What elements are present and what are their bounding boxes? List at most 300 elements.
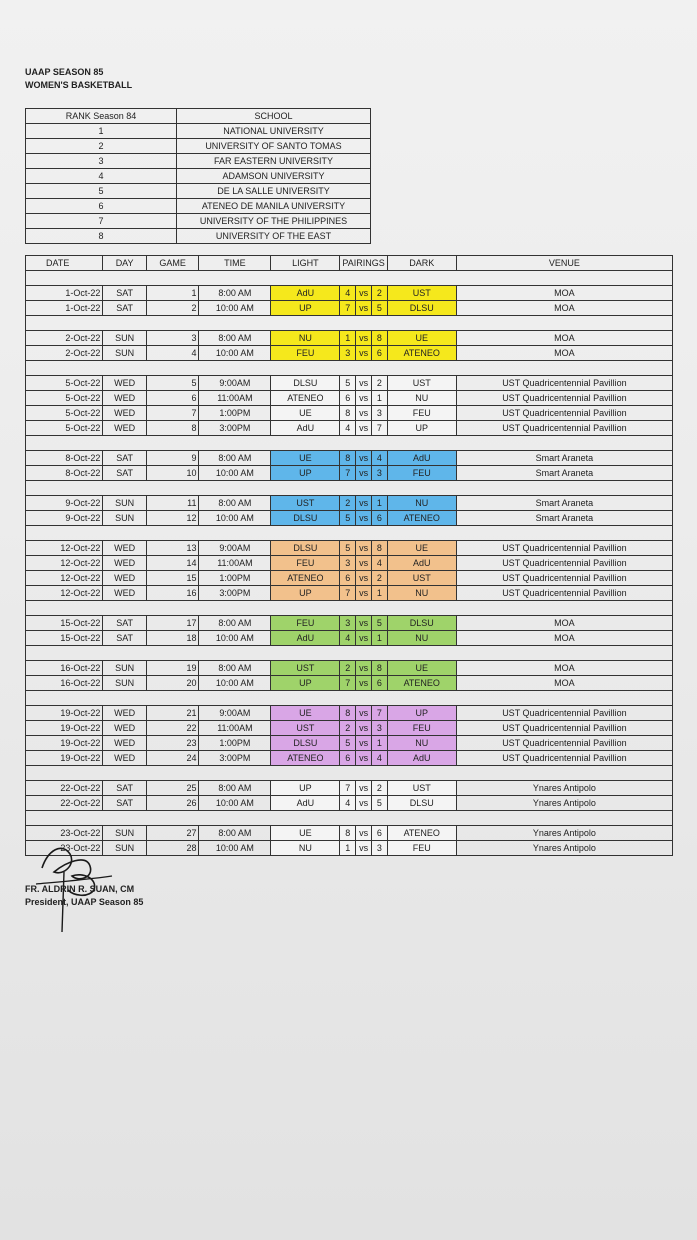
game-venue: MOA — [456, 331, 672, 346]
game-date: 22-Oct-22 — [26, 796, 103, 811]
game-day: WED — [103, 406, 146, 421]
game-row — [26, 556, 673, 571]
game-row — [26, 346, 673, 361]
game-number: 1 — [146, 286, 199, 301]
light-team: NU — [271, 331, 340, 346]
game-number: 12 — [146, 511, 199, 526]
game-number: 15 — [146, 571, 199, 586]
light-header: LIGHT — [271, 256, 340, 271]
light-seed: 4 — [340, 421, 356, 436]
game-time: 1:00PM — [199, 571, 271, 586]
gap-cell — [26, 316, 673, 331]
light-team: UST — [271, 661, 340, 676]
dark-team: UST — [387, 781, 456, 796]
game-time: 8:00 AM — [199, 661, 271, 676]
vs-label: vs — [356, 616, 372, 631]
dark-team: AdU — [387, 556, 456, 571]
schedule-table — [25, 255, 673, 856]
rank-number: 4 — [26, 169, 177, 184]
gap-cell — [26, 481, 673, 496]
light-seed: 6 — [340, 571, 356, 586]
game-row — [26, 751, 673, 766]
game-number: 18 — [146, 631, 199, 646]
dark-seed: 2 — [371, 571, 387, 586]
game-venue: UST Quadricentennial Pavillion — [456, 391, 672, 406]
light-seed: 5 — [340, 541, 356, 556]
dark-seed: 3 — [371, 841, 387, 856]
game-number: 21 — [146, 706, 199, 721]
vs-label: vs — [356, 841, 372, 856]
light-seed: 1 — [340, 331, 356, 346]
game-date: 9-Oct-22 — [26, 496, 103, 511]
game-number: 11 — [146, 496, 199, 511]
dark-seed: 6 — [371, 346, 387, 361]
light-seed: 8 — [340, 406, 356, 421]
game-row — [26, 496, 673, 511]
game-day: SUN — [103, 331, 146, 346]
light-team: FEU — [271, 556, 340, 571]
game-venue: UST Quadricentennial Pavillion — [456, 706, 672, 721]
game-date: 5-Oct-22 — [26, 406, 103, 421]
light-team: UST — [271, 721, 340, 736]
light-team: ATENEO — [271, 571, 340, 586]
game-venue: UST Quadricentennial Pavillion — [456, 556, 672, 571]
vs-label: vs — [356, 661, 372, 676]
light-team: AdU — [271, 796, 340, 811]
game-venue: MOA — [456, 286, 672, 301]
game-row — [26, 466, 673, 481]
game-row — [26, 451, 673, 466]
game-venue: MOA — [456, 346, 672, 361]
game-time: 10:00 AM — [199, 511, 271, 526]
light-team: UP — [271, 466, 340, 481]
vs-label: vs — [356, 706, 372, 721]
school-header: SCHOOL — [177, 109, 371, 124]
rank-row — [26, 214, 371, 229]
dark-team: UE — [387, 541, 456, 556]
game-date: 2-Oct-22 — [26, 331, 103, 346]
game-row — [26, 826, 673, 841]
game-day: SAT — [103, 781, 146, 796]
game-date: 5-Oct-22 — [26, 421, 103, 436]
game-venue: Smart Araneta — [456, 496, 672, 511]
season-title: UAAP SEASON 85 — [25, 67, 104, 77]
gap-cell — [26, 271, 673, 286]
game-number: 28 — [146, 841, 199, 856]
vs-label: vs — [356, 466, 372, 481]
gap-cell — [26, 811, 673, 826]
game-venue: MOA — [456, 631, 672, 646]
light-seed: 4 — [340, 631, 356, 646]
game-day: WED — [103, 391, 146, 406]
rank-number: 3 — [26, 154, 177, 169]
gap-cell — [26, 646, 673, 661]
game-number: 26 — [146, 796, 199, 811]
game-date: 15-Oct-22 — [26, 616, 103, 631]
group-gap — [26, 691, 673, 706]
game-number: 14 — [146, 556, 199, 571]
game-day: WED — [103, 571, 146, 586]
game-number: 22 — [146, 721, 199, 736]
game-row — [26, 796, 673, 811]
game-time: 10:00 AM — [199, 631, 271, 646]
light-seed: 4 — [340, 796, 356, 811]
dark-team: DLSU — [387, 616, 456, 631]
vs-label: vs — [356, 736, 372, 751]
dark-team: NU — [387, 736, 456, 751]
game-date: 16-Oct-22 — [26, 676, 103, 691]
vs-label: vs — [356, 541, 372, 556]
game-venue: UST Quadricentennial Pavillion — [456, 721, 672, 736]
game-date: 19-Oct-22 — [26, 736, 103, 751]
light-seed: 3 — [340, 346, 356, 361]
group-gap — [26, 811, 673, 826]
light-team: UP — [271, 676, 340, 691]
group-gap — [26, 271, 673, 286]
game-row — [26, 406, 673, 421]
rank-row — [26, 184, 371, 199]
game-date: 19-Oct-22 — [26, 751, 103, 766]
light-seed: 2 — [340, 496, 356, 511]
rank-number: 5 — [26, 184, 177, 199]
game-date: 9-Oct-22 — [26, 511, 103, 526]
game-date: 1-Oct-22 — [26, 301, 103, 316]
light-seed: 5 — [340, 376, 356, 391]
game-day: SUN — [103, 511, 146, 526]
game-day: SUN — [103, 676, 146, 691]
game-day: SUN — [103, 661, 146, 676]
game-date: 12-Oct-22 — [26, 541, 103, 556]
dark-team: DLSU — [387, 796, 456, 811]
dark-seed: 3 — [371, 406, 387, 421]
game-header: GAME — [146, 256, 199, 271]
dark-seed: 5 — [371, 796, 387, 811]
game-date: 1-Oct-22 — [26, 286, 103, 301]
light-seed: 7 — [340, 586, 356, 601]
game-day: SAT — [103, 451, 146, 466]
light-team: UE — [271, 706, 340, 721]
sport-title: WOMEN'S BASKETBALL — [25, 80, 133, 90]
game-time: 8:00 AM — [199, 496, 271, 511]
group-gap — [26, 766, 673, 781]
light-seed: 8 — [340, 826, 356, 841]
game-date: 19-Oct-22 — [26, 706, 103, 721]
light-seed: 5 — [340, 736, 356, 751]
venue-header: VENUE — [456, 256, 672, 271]
rank-table — [25, 108, 371, 244]
game-day: WED — [103, 556, 146, 571]
group-gap — [26, 526, 673, 541]
game-day: WED — [103, 706, 146, 721]
game-date: 5-Oct-22 — [26, 376, 103, 391]
game-day: SAT — [103, 631, 146, 646]
vs-label: vs — [356, 391, 372, 406]
dark-team: FEU — [387, 721, 456, 736]
vs-label: vs — [356, 571, 372, 586]
game-venue: Ynares Antipolo — [456, 841, 672, 856]
game-row — [26, 841, 673, 856]
dark-team: FEU — [387, 406, 456, 421]
dark-seed: 2 — [371, 286, 387, 301]
light-seed: 2 — [340, 661, 356, 676]
vs-label: vs — [356, 676, 372, 691]
light-team: DLSU — [271, 376, 340, 391]
game-number: 19 — [146, 661, 199, 676]
vs-label: vs — [356, 631, 372, 646]
game-row — [26, 631, 673, 646]
game-time: 8:00 AM — [199, 616, 271, 631]
game-day: SAT — [103, 466, 146, 481]
game-row — [26, 511, 673, 526]
dark-team: UP — [387, 706, 456, 721]
dark-seed: 7 — [371, 706, 387, 721]
game-day: WED — [103, 421, 146, 436]
game-date: 16-Oct-22 — [26, 661, 103, 676]
game-row — [26, 676, 673, 691]
group-gap — [26, 601, 673, 616]
school-name: UNIVERSITY OF SANTO TOMAS — [177, 139, 371, 154]
light-team: UP — [271, 301, 340, 316]
game-number: 2 — [146, 301, 199, 316]
rank-row — [26, 154, 371, 169]
game-row — [26, 706, 673, 721]
gap-cell — [26, 361, 673, 376]
game-number: 6 — [146, 391, 199, 406]
vs-label: vs — [356, 406, 372, 421]
vs-label: vs — [356, 556, 372, 571]
game-number: 9 — [146, 451, 199, 466]
dark-seed: 1 — [371, 586, 387, 601]
game-row — [26, 301, 673, 316]
game-time: 11:00AM — [199, 556, 271, 571]
rank-row — [26, 229, 371, 244]
game-venue: UST Quadricentennial Pavillion — [456, 421, 672, 436]
dark-seed: 1 — [371, 736, 387, 751]
group-gap — [26, 361, 673, 376]
game-date: 8-Oct-22 — [26, 466, 103, 481]
game-number: 10 — [146, 466, 199, 481]
game-time: 9:00AM — [199, 376, 271, 391]
light-seed: 1 — [340, 841, 356, 856]
dark-seed: 1 — [371, 496, 387, 511]
dark-seed: 8 — [371, 661, 387, 676]
game-venue: MOA — [456, 661, 672, 676]
game-date: 15-Oct-22 — [26, 631, 103, 646]
dark-seed: 6 — [371, 826, 387, 841]
dark-seed: 3 — [371, 721, 387, 736]
light-team: UE — [271, 451, 340, 466]
game-time: 8:00 AM — [199, 286, 271, 301]
dark-team: ATENEO — [387, 346, 456, 361]
game-time: 3:00PM — [199, 421, 271, 436]
game-day: SAT — [103, 796, 146, 811]
light-team: ATENEO — [271, 751, 340, 766]
light-team: AdU — [271, 286, 340, 301]
light-team: ATENEO — [271, 391, 340, 406]
game-time: 9:00AM — [199, 541, 271, 556]
game-venue: UST Quadricentennial Pavillion — [456, 541, 672, 556]
rank-number: 8 — [26, 229, 177, 244]
game-number: 20 — [146, 676, 199, 691]
game-day: WED — [103, 376, 146, 391]
dark-seed: 1 — [371, 391, 387, 406]
vs-label: vs — [356, 796, 372, 811]
game-date: 12-Oct-22 — [26, 556, 103, 571]
vs-label: vs — [356, 451, 372, 466]
game-row — [26, 571, 673, 586]
game-day: WED — [103, 721, 146, 736]
dark-team: UST — [387, 286, 456, 301]
dark-seed: 6 — [371, 511, 387, 526]
light-seed: 8 — [340, 706, 356, 721]
game-venue: Ynares Antipolo — [456, 826, 672, 841]
game-venue: MOA — [456, 676, 672, 691]
light-team: AdU — [271, 421, 340, 436]
game-day: WED — [103, 586, 146, 601]
game-day: SUN — [103, 496, 146, 511]
gap-cell — [26, 436, 673, 451]
dark-seed: 4 — [371, 556, 387, 571]
game-row — [26, 376, 673, 391]
signatory-title: President, UAAP Season 85 — [25, 897, 144, 907]
game-venue: MOA — [456, 616, 672, 631]
game-number: 5 — [146, 376, 199, 391]
group-gap — [26, 316, 673, 331]
vs-label: vs — [356, 781, 372, 796]
game-number: 23 — [146, 736, 199, 751]
dark-team: ATENEO — [387, 511, 456, 526]
game-time: 10:00 AM — [199, 466, 271, 481]
game-venue: UST Quadricentennial Pavillion — [456, 571, 672, 586]
time-header: TIME — [199, 256, 271, 271]
dark-seed: 8 — [371, 541, 387, 556]
game-day: SUN — [103, 841, 146, 856]
game-venue: MOA — [456, 301, 672, 316]
game-time: 8:00 AM — [199, 451, 271, 466]
rank-header: RANK Season 84 — [26, 109, 177, 124]
game-venue: Smart Araneta — [456, 511, 672, 526]
light-team: FEU — [271, 616, 340, 631]
game-venue: UST Quadricentennial Pavillion — [456, 376, 672, 391]
dark-seed: 5 — [371, 301, 387, 316]
light-team: UP — [271, 781, 340, 796]
dark-team: UP — [387, 421, 456, 436]
vs-label: vs — [356, 511, 372, 526]
dark-team: UE — [387, 331, 456, 346]
game-row — [26, 616, 673, 631]
signatory-name: FR. ALDRIN R. SUAN, CM — [25, 884, 135, 894]
game-time: 8:00 AM — [199, 781, 271, 796]
game-row — [26, 781, 673, 796]
game-date: 12-Oct-22 — [26, 586, 103, 601]
school-name: ATENEO DE MANILA UNIVERSITY — [177, 199, 371, 214]
game-time: 10:00 AM — [199, 841, 271, 856]
dark-team: UST — [387, 571, 456, 586]
dark-team: DLSU — [387, 301, 456, 316]
vs-label: vs — [356, 286, 372, 301]
vs-label: vs — [356, 301, 372, 316]
game-number: 24 — [146, 751, 199, 766]
date-header: DATE — [26, 256, 103, 271]
light-seed: 7 — [340, 466, 356, 481]
light-seed: 7 — [340, 781, 356, 796]
light-team: UE — [271, 406, 340, 421]
game-day: SUN — [103, 346, 146, 361]
pairings-header: PAIRINGS — [340, 256, 387, 271]
group-gap — [26, 481, 673, 496]
dark-team: NU — [387, 496, 456, 511]
day-header: DAY — [103, 256, 146, 271]
game-number: 17 — [146, 616, 199, 631]
school-name: UNIVERSITY OF THE EAST — [177, 229, 371, 244]
game-row — [26, 331, 673, 346]
light-team: AdU — [271, 631, 340, 646]
vs-label: vs — [356, 496, 372, 511]
game-number: 4 — [146, 346, 199, 361]
game-row — [26, 541, 673, 556]
game-day: SAT — [103, 286, 146, 301]
game-date: 8-Oct-22 — [26, 451, 103, 466]
rank-row — [26, 139, 371, 154]
game-time: 9:00AM — [199, 706, 271, 721]
game-time: 11:00AM — [199, 721, 271, 736]
game-venue: Smart Araneta — [456, 466, 672, 481]
signature-mark — [28, 832, 118, 932]
game-venue: UST Quadricentennial Pavillion — [456, 586, 672, 601]
game-row — [26, 391, 673, 406]
light-team: UE — [271, 826, 340, 841]
vs-label: vs — [356, 721, 372, 736]
dark-seed: 4 — [371, 751, 387, 766]
dark-seed: 6 — [371, 676, 387, 691]
game-number: 16 — [146, 586, 199, 601]
game-time: 1:00PM — [199, 736, 271, 751]
game-time: 11:00AM — [199, 391, 271, 406]
game-date: 22-Oct-22 — [26, 781, 103, 796]
game-number: 7 — [146, 406, 199, 421]
dark-seed: 8 — [371, 331, 387, 346]
light-team: DLSU — [271, 541, 340, 556]
game-row — [26, 586, 673, 601]
rank-row — [26, 124, 371, 139]
light-team: UP — [271, 586, 340, 601]
light-team: UST — [271, 496, 340, 511]
light-seed: 3 — [340, 556, 356, 571]
light-seed: 7 — [340, 676, 356, 691]
dark-team: FEU — [387, 466, 456, 481]
vs-label: vs — [356, 331, 372, 346]
game-day: SAT — [103, 301, 146, 316]
dark-seed: 7 — [371, 421, 387, 436]
dark-seed: 2 — [371, 376, 387, 391]
gap-cell — [26, 691, 673, 706]
light-team: DLSU — [271, 511, 340, 526]
gap-cell — [26, 526, 673, 541]
group-gap — [26, 436, 673, 451]
game-time: 3:00PM — [199, 751, 271, 766]
school-name: NATIONAL UNIVERSITY — [177, 124, 371, 139]
school-name: DE LA SALLE UNIVERSITY — [177, 184, 371, 199]
game-number: 25 — [146, 781, 199, 796]
game-number: 27 — [146, 826, 199, 841]
rank-header-row — [26, 109, 371, 124]
game-venue: UST Quadricentennial Pavillion — [456, 736, 672, 751]
light-seed: 6 — [340, 751, 356, 766]
game-day: WED — [103, 541, 146, 556]
game-time: 1:00PM — [199, 406, 271, 421]
light-seed: 8 — [340, 451, 356, 466]
dark-header: DARK — [387, 256, 456, 271]
